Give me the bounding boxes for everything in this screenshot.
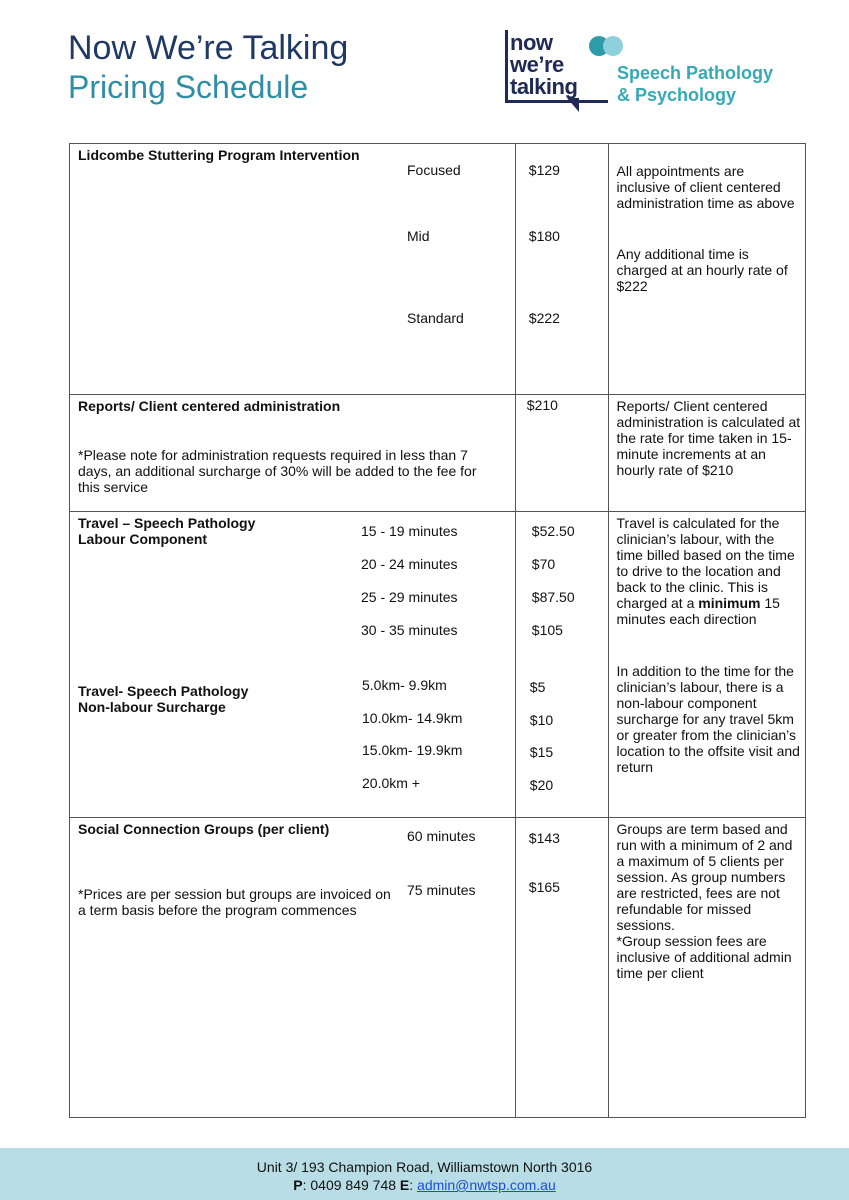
footer-contact: [0, 1176, 849, 1194]
service-cell: [70, 818, 516, 1118]
price-value: $165: [528, 879, 560, 895]
price-value: $222: [528, 310, 560, 326]
page-header: [68, 28, 348, 106]
service-footnote: *Please note for administration requests required in less than 7 days, an additional surcharge of 30% will be added to the fee for this service: [78, 447, 477, 495]
table-row: [70, 818, 806, 1118]
price-cell: [515, 144, 608, 395]
price-value: $15: [529, 744, 554, 760]
logo-subtitle-speech: Speech Pathology: [617, 63, 774, 83]
service-title: Social Connection Groups (per client): [78, 821, 330, 837]
item-label: 15 - 19 minutes: [361, 523, 458, 539]
item-label: 15.0km- 19.9km: [362, 742, 463, 758]
note-text-part: Travel is calculated for the clinician’s labour, with the time billed based on the time to drive to the location and back to the clinic. This is charged at a: [616, 515, 795, 611]
service-cell: [70, 144, 516, 395]
note-text: [617, 515, 803, 627]
note-text-emphasis: minimum: [698, 595, 761, 611]
service-title: Labour Component: [78, 531, 208, 547]
pricing-table: [69, 143, 806, 1118]
email-link[interactable]: admin@nwtsp.com.au: [417, 1177, 556, 1193]
email-separator: :: [409, 1177, 418, 1193]
service-title: Lidcombe Stuttering Program Intervention: [78, 147, 360, 163]
logo: [505, 30, 805, 116]
item-label: 20.0km +: [362, 775, 420, 791]
table-row: [70, 512, 806, 818]
page-subtitle: Pricing Schedule: [68, 69, 309, 105]
note-cell: [608, 144, 805, 395]
price-value: $20: [529, 777, 554, 793]
note-cell: [608, 395, 805, 512]
speech-bubble-light-icon: [603, 36, 623, 56]
price-cell: [515, 512, 608, 818]
price-cell: [515, 818, 608, 1118]
note-text: Groups are term based and run with a minimum of 2 and a maximum of 5 clients per session. As group numbers are restricted, fees are not refundable for missed sessions. *Group session fees are inclusive of additional admin time per client: [616, 821, 793, 981]
table-row: [70, 144, 806, 395]
price-value: $5: [529, 679, 546, 695]
table-row: [70, 395, 806, 512]
item-label: 5.0km- 9.9km: [362, 677, 447, 693]
logo-word-talking: talking: [510, 74, 578, 99]
price-value: $129: [528, 162, 560, 178]
price-value: $105: [531, 622, 563, 638]
note-text: Any additional time is charged at an hourly rate of $222: [616, 246, 788, 294]
tier-label: Focused: [407, 162, 461, 178]
note-text: In addition to the time for the clinician’s labour, there is a non-labour component surcharge for any travel 5km or greater from the clinician’s location to the offsite visit and return: [616, 663, 800, 775]
item-label: 20 - 24 minutes: [361, 556, 458, 572]
service-title: Non-labour Surcharge: [78, 699, 226, 715]
price-cell: [515, 395, 608, 512]
service-footnote: *Prices are per session but groups are invoiced on a term basis before the program commences: [78, 886, 391, 918]
item-label: 75 minutes: [407, 882, 476, 898]
note-text-part: 15 minutes each direction: [616, 595, 780, 627]
footer: [0, 1148, 849, 1200]
phone-number: : 0409 849 748: [302, 1177, 400, 1193]
service-title: Travel – Speech Pathology: [78, 515, 256, 531]
footer-address: Unit 3/ 193 Champion Road, Williamstown North 3016: [256, 1159, 593, 1175]
item-label: 10.0km- 14.9km: [362, 710, 463, 726]
logo-word-now: now: [510, 30, 553, 55]
page-title: Now We’re Talking: [68, 29, 349, 67]
item-label: 60 minutes: [407, 828, 476, 844]
logo-subtitle-psychology: & Psychology: [617, 85, 737, 105]
note-cell: [608, 818, 805, 1118]
service-cell: [70, 512, 516, 818]
price-value: $52.50: [531, 523, 575, 539]
tier-label: Standard: [407, 310, 464, 326]
note-text: All appointments are inclusive of client centered administration time as above: [616, 163, 795, 211]
logo-word-were: we’re: [510, 52, 564, 77]
speech-tail-icon: [567, 98, 579, 112]
price-value: $143: [528, 830, 560, 846]
price-value: $87.50: [531, 589, 575, 605]
email-label: E: [399, 1177, 410, 1193]
service-title: Reports/ Client centered administration: [78, 398, 341, 414]
price-value: $70: [531, 556, 556, 572]
price-value: $180: [528, 228, 560, 244]
note-cell: [608, 512, 805, 818]
item-label: 30 - 35 minutes: [361, 622, 458, 638]
service-cell: [70, 395, 516, 512]
tier-label: Mid: [407, 228, 430, 244]
item-label: 25 - 29 minutes: [361, 589, 458, 605]
price-value: $10: [529, 712, 554, 728]
price-value: $210: [526, 397, 558, 413]
phone-label: P: [293, 1177, 303, 1193]
note-text: Reports/ Client centered administration is calculated at the rate for time taken in 15-minute increments at an hourly rate of $210: [616, 398, 801, 478]
service-title: Travel- Speech Pathology: [78, 683, 249, 699]
